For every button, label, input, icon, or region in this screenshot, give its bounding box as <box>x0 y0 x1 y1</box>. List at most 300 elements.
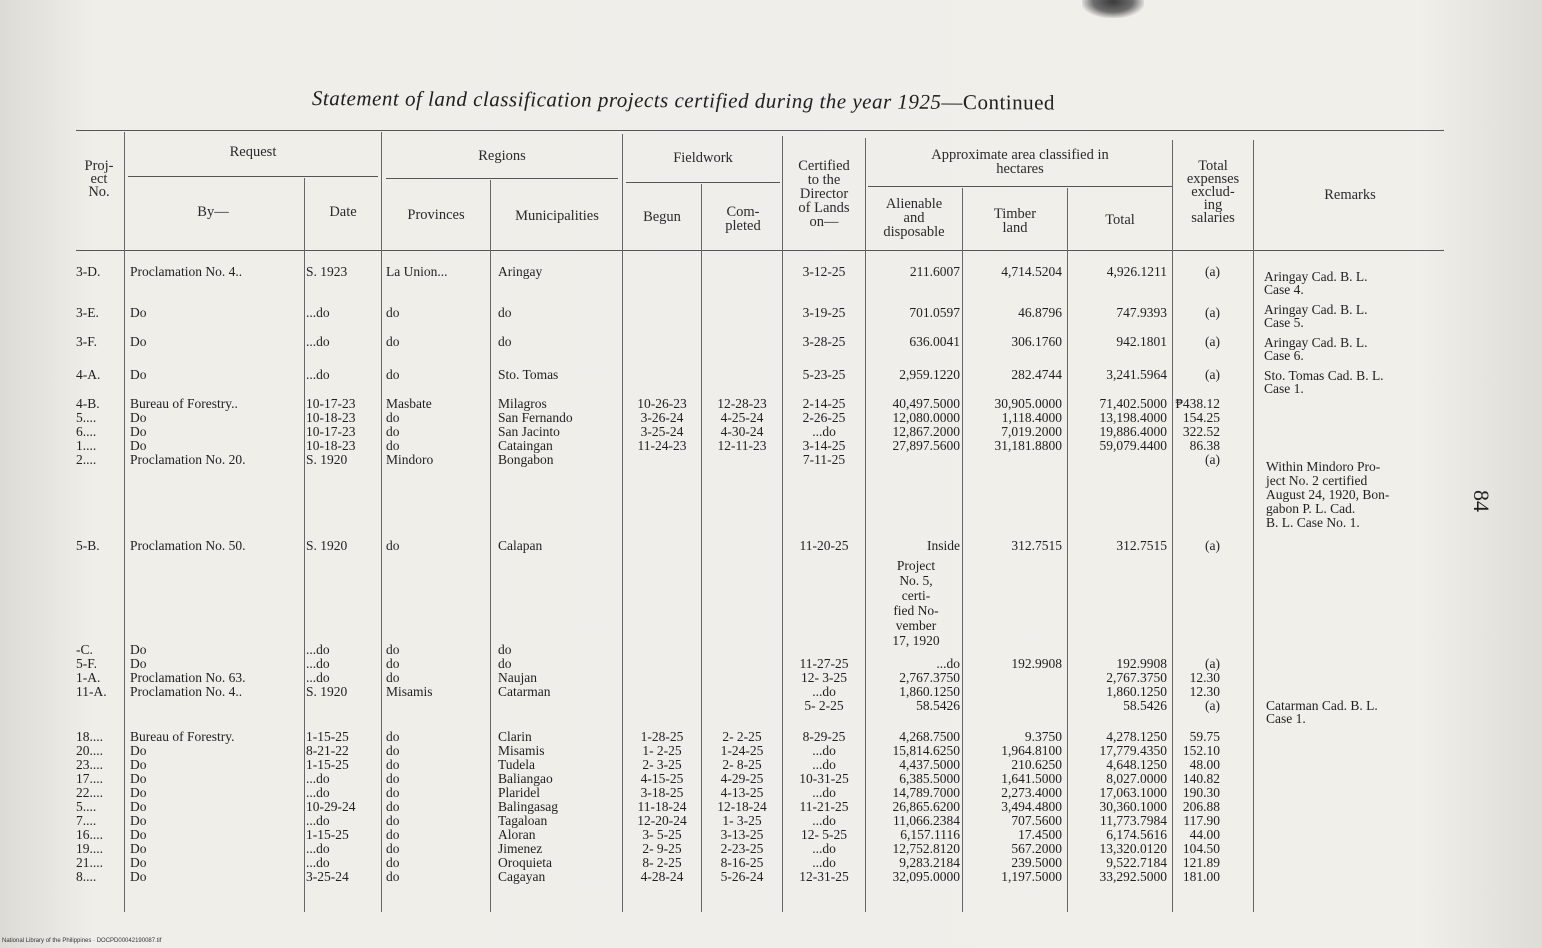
cell-by: Do <box>130 771 147 786</box>
col-divider <box>490 180 491 912</box>
cell-cert: ...do <box>812 855 836 870</box>
remark-3e: Aringay Cad. B. L. Case 5. <box>1264 302 1368 330</box>
cell-no: 1-A. <box>76 670 101 685</box>
cell-date: S. 1920 <box>306 452 348 467</box>
col-divider <box>962 188 963 912</box>
cell-exp: (a) <box>1205 264 1220 279</box>
cell-by: Do <box>130 757 147 772</box>
cell-alien: 27,897.5600 <box>892 438 960 453</box>
cell-exp: (a) <box>1205 698 1220 713</box>
cell-cert: 8-29-25 <box>802 729 846 744</box>
cell-alien: 211.6007 <box>909 264 960 279</box>
cell-total: 19,886.4000 <box>1099 424 1167 439</box>
cell-prov: do <box>386 424 400 439</box>
cell-date: ...do <box>306 813 330 828</box>
cell-cert: 3-19-25 <box>802 305 846 320</box>
cell-cert: 2-14-25 <box>802 396 846 411</box>
cell-begun: 11-24-23 <box>637 438 687 453</box>
col-divider <box>1253 140 1254 912</box>
remark-catarman: Catarman Cad. B. L. Case 1. <box>1266 698 1378 726</box>
fieldwork-subrule <box>626 182 780 183</box>
cell-by: Bureau of Forestry.. <box>130 396 238 411</box>
cell-timber: 9.3750 <box>1024 729 1062 744</box>
cell-by: Do <box>130 642 147 657</box>
header-remarks: Remarks <box>1324 187 1376 203</box>
ink-smudge <box>1082 0 1144 18</box>
header-municipalities: Municipalities <box>515 208 599 224</box>
cell-by: Do <box>130 827 147 842</box>
cell-mun: Cataingan <box>498 438 553 453</box>
cell-total: 13,320.0120 <box>1099 841 1167 856</box>
cell-by: Do <box>130 799 147 814</box>
cell-mun: Balingasag <box>498 799 558 814</box>
cell-completed: 2- 8-25 <box>722 757 762 772</box>
cell-completed: 4-30-24 <box>720 424 764 439</box>
header-timber: Timber land <box>993 206 1037 236</box>
cell-by: Proclamation No. 4.. <box>130 684 243 699</box>
cell-no: 7.... <box>76 813 97 828</box>
cell-mun: Jimenez <box>498 841 543 856</box>
remark-bongabon: Within Mindoro Pro- ject No. 2 certified August 24, 1920, Bon- gabon P. L. Cad. B. L. Case No. 1. <box>1266 459 1390 530</box>
cell-exp: 48.00 <box>1189 757 1220 772</box>
cell-prov: do <box>386 538 400 553</box>
cell-begun: 1-28-25 <box>640 729 684 744</box>
cell-date: S. 1920 <box>306 684 348 699</box>
cell-date: 1-15-25 <box>306 827 349 842</box>
cell-cert: 3-14-25 <box>802 438 846 453</box>
cell-by: Proclamation No. 63. <box>130 670 246 685</box>
cell-prov: do <box>386 670 400 685</box>
cell-exp: 206.88 <box>1182 799 1220 814</box>
cell-exp: 154.25 <box>1182 410 1220 425</box>
cell-date: ...do <box>306 771 330 786</box>
cell-mun: Cagayan <box>498 869 546 884</box>
cell-date: S. 1923 <box>306 264 348 279</box>
cell-completed: 12-11-23 <box>717 438 767 453</box>
cell-cert: 11-27-25 <box>799 656 849 671</box>
cell-exp: 181.00 <box>1182 869 1220 884</box>
cell-date: S. 1920 <box>306 538 348 553</box>
cell-by: Do <box>130 841 147 856</box>
cell-cert: 3-28-25 <box>802 334 846 349</box>
cell-mun: San Fernando <box>498 410 573 425</box>
cell-date: 10-18-23 <box>306 438 356 453</box>
cell-alien: 12,867.2000 <box>892 424 960 439</box>
remark-3d: Aringay Cad. B. L. Case 4. <box>1264 269 1368 297</box>
cell-mun: Tagaloan <box>498 813 548 828</box>
cell-no: 8.... <box>76 869 97 884</box>
col-divider <box>1172 140 1173 912</box>
cell-timber: 567.2000 <box>1011 841 1062 856</box>
header-total-expenses: Total expenses exclud- ing salaries <box>1186 158 1240 226</box>
cell-cert: ...do <box>812 841 836 856</box>
cell-prov: do <box>386 813 400 828</box>
cell-alien: 40,497.5000 <box>892 396 960 411</box>
cell-date: ...do <box>306 841 330 856</box>
header-certified: Certified to the Director of Lands on— <box>798 158 850 230</box>
cell-exp: 190.30 <box>1182 785 1220 800</box>
cell-begun: 8- 2-25 <box>642 855 682 870</box>
cell-date: ...do <box>306 334 330 349</box>
cell-mun: Oroquieta <box>498 855 552 870</box>
cell-no: 19.... <box>76 841 103 856</box>
cell-no: 5.... <box>76 799 97 814</box>
cell-cert: 12- 3-25 <box>800 670 848 685</box>
cell-by: Do <box>130 305 147 320</box>
cell-prov: do <box>386 841 400 856</box>
cell-alien: 58.5426 <box>916 698 960 713</box>
cell-mun: Catarman <box>498 684 551 699</box>
cell-timber: 2,273.4000 <box>1001 785 1062 800</box>
cell-total: 2,767.3750 <box>1106 670 1167 685</box>
cell-begun: 3- 5-25 <box>642 827 682 842</box>
cell-begun: 2- 3-25 <box>642 757 682 772</box>
cell-no: 5-B. <box>76 538 100 553</box>
cell-mun: Aloran <box>498 827 536 842</box>
cell-mun: do <box>498 656 512 671</box>
cell-alien: 11,066.2384 <box>893 813 960 828</box>
cell-no: 5-F. <box>76 656 98 671</box>
cell-no: 23.... <box>76 757 103 772</box>
cell-cert: 5-23-25 <box>802 367 846 382</box>
cell-exp: 12.30 <box>1189 670 1220 685</box>
cell-cert: 2-26-25 <box>802 410 846 425</box>
cell-prov: do <box>386 642 400 657</box>
title-text: Statement of land classification projects certified during the year 1925 <box>311 86 942 114</box>
cell-begun: 11-18-24 <box>637 799 687 814</box>
cell-no: 16.... <box>76 827 103 842</box>
cell-date: 1-15-25 <box>306 757 349 772</box>
header-date: Date <box>329 204 357 220</box>
cell-by: Do <box>130 785 147 800</box>
cell-prov: do <box>386 743 400 758</box>
cell-date: 8-21-22 <box>306 743 349 758</box>
area-subrule <box>868 186 1172 187</box>
cell-date: ...do <box>306 656 330 671</box>
cell-begun: 4-15-25 <box>640 771 684 786</box>
cell-by: Do <box>130 855 147 870</box>
cell-cert: ...do <box>812 757 836 772</box>
cell-completed: 2-23-25 <box>720 841 764 856</box>
cell-completed: 8-16-25 <box>720 855 764 870</box>
cell-timber: 1,641.5000 <box>1001 771 1062 786</box>
cell-prov: do <box>386 729 400 744</box>
cell-alien: 4,268.7500 <box>899 729 960 744</box>
cell-exp: 12.30 <box>1189 684 1220 699</box>
cell-prov: Misamis <box>386 684 433 699</box>
cell-timber: 210.6250 <box>1011 757 1062 772</box>
cell-by: Bureau of Forestry. <box>130 729 235 744</box>
cell-mun: do <box>498 642 512 657</box>
cell-date: ...do <box>306 642 330 657</box>
cell-prov: do <box>386 855 400 870</box>
cell-exp: ₱438.12 <box>1175 396 1220 411</box>
cell-no: 11-A. <box>76 684 107 699</box>
cell-timber: 312.7515 <box>1011 538 1062 553</box>
cell-timber: 46.8796 <box>1018 305 1062 320</box>
cell-begun: 3-18-25 <box>640 785 684 800</box>
cell-total: 6,174.5616 <box>1106 827 1167 842</box>
cell-no: 3-F. <box>76 334 98 349</box>
cell-completed: 3-13-25 <box>720 827 764 842</box>
cell-alien: 1,860.1250 <box>899 684 960 699</box>
cell-alien: 26,865.6200 <box>892 799 960 814</box>
cell-prov: do <box>386 410 400 425</box>
cell-exp: 121.89 <box>1182 855 1220 870</box>
cell-prov: La Union... <box>386 264 448 279</box>
title-continued: —Continued <box>941 89 1056 115</box>
cell-date: 1-15-25 <box>306 729 349 744</box>
table-top-rule <box>76 130 1444 131</box>
col-divider <box>782 136 783 912</box>
cell-no: 5.... <box>76 410 97 425</box>
cell-exp: 86.38 <box>1189 438 1220 453</box>
cell-prov: do <box>386 367 400 382</box>
cell-total: 30,360.1000 <box>1099 799 1167 814</box>
cell-alien: 15,814.6250 <box>892 743 960 758</box>
cell-total: 17,063.1000 <box>1099 785 1167 800</box>
cell-total: 71,402.5000 <box>1099 396 1167 411</box>
cell-date: ...do <box>306 785 330 800</box>
page-number: 84 <box>1469 490 1494 512</box>
cell-alien: 2,959.1220 <box>899 367 960 382</box>
cell-timber: 4,714.5204 <box>1001 264 1062 279</box>
col-divider <box>1067 188 1068 912</box>
col-divider <box>381 132 382 912</box>
cell-cert: 12-31-25 <box>799 869 849 884</box>
header-request: Request <box>229 144 277 160</box>
cell-total: 3,241.5964 <box>1106 367 1167 382</box>
cell-cert: ...do <box>812 743 836 758</box>
cell-prov: do <box>386 785 400 800</box>
cell-exp: (a) <box>1205 656 1220 671</box>
cell-cert: 10-31-25 <box>799 771 849 786</box>
cell-mun: Naujan <box>498 670 537 685</box>
request-subrule <box>128 176 378 177</box>
cell-mun: San Jacinto <box>498 424 560 439</box>
cell-prov: do <box>386 757 400 772</box>
cell-mun: Calapan <box>498 538 543 553</box>
cell-begun: 10-26-23 <box>637 396 687 411</box>
cell-total: 942.1801 <box>1116 334 1167 349</box>
cell-alien: Inside <box>927 538 960 553</box>
cell-timber: 1,964.8100 <box>1001 743 1062 758</box>
header-regions: Regions <box>478 148 526 164</box>
cell-completed: 4-29-25 <box>720 771 764 786</box>
cell-timber: 17.4500 <box>1018 827 1062 842</box>
cell-exp: 140.82 <box>1182 771 1220 786</box>
cell-prov: do <box>386 799 400 814</box>
cell-alien: 12,080.0000 <box>892 410 960 425</box>
cell-total: 1,860.1250 <box>1106 684 1167 699</box>
cell-prov: Masbate <box>386 396 432 411</box>
cell-alien: 12,752.8120 <box>892 841 960 856</box>
cell-date: 10-18-23 <box>306 410 356 425</box>
cell-prov: Mindoro <box>386 452 434 467</box>
cell-timber: 31,181.8800 <box>994 438 1062 453</box>
cell-total: 312.7515 <box>1116 538 1167 553</box>
cell-prov: do <box>386 438 400 453</box>
cell-by: Do <box>130 410 147 425</box>
col-divider <box>622 134 623 912</box>
cell-prov: do <box>386 305 400 320</box>
cell-total: 11,773.7984 <box>1100 813 1167 828</box>
cell-by: Do <box>130 656 147 671</box>
cell-completed: 12-28-23 <box>717 396 767 411</box>
cell-mun: Plaridel <box>498 785 540 800</box>
cell-no: 3-D. <box>76 264 101 279</box>
cell-completed: 5-26-24 <box>720 869 764 884</box>
cell-timber: 707.5600 <box>1011 813 1062 828</box>
cell-mun: Clarin <box>498 729 532 744</box>
cell-alien: 6,157.1116 <box>900 827 960 842</box>
cell-alien: 4,437.5000 <box>899 757 960 772</box>
cell-no: 2.... <box>76 452 97 467</box>
cell-cert: 5- 2-25 <box>804 698 844 713</box>
cell-total: 58.5426 <box>1123 698 1167 713</box>
cell-timber: 30,905.0000 <box>994 396 1062 411</box>
header-fieldwork: Fieldwork <box>673 150 733 166</box>
cell-by: Proclamation No. 50. <box>130 538 246 553</box>
cell-exp: 117.90 <box>1183 813 1220 828</box>
cell-begun: 2- 9-25 <box>642 841 682 856</box>
header-project-no: Proj- ect No. <box>84 158 114 200</box>
cell-timber: 7,019.2000 <box>1001 424 1062 439</box>
cell-mun: Tudela <box>498 757 536 772</box>
cell-no: 4-B. <box>76 396 100 411</box>
header-completed: Com- pleted <box>725 204 761 234</box>
cell-no: 22.... <box>76 785 103 800</box>
header-bottom-rule <box>76 250 1444 251</box>
cell-timber: 192.9908 <box>1011 656 1062 671</box>
cell-total: 4,648.1250 <box>1106 757 1167 772</box>
cell-exp: 152.10 <box>1182 743 1220 758</box>
cell-by: Proclamation No. 20. <box>130 452 246 467</box>
regions-subrule <box>386 178 618 179</box>
cell-mun: do <box>498 305 512 320</box>
cell-prov: do <box>386 334 400 349</box>
cell-exp: (a) <box>1205 452 1220 467</box>
cell-completed: 1- 3-25 <box>722 813 762 828</box>
cell-total: 33,292.5000 <box>1099 869 1167 884</box>
cell-by: Do <box>130 367 147 382</box>
cell-by: Do <box>130 813 147 828</box>
inside-project-note: Project No. 5, certi- fied No- vember 17, 1920 <box>892 558 940 648</box>
cell-cert: 3-12-25 <box>802 264 846 279</box>
cell-date: 3-25-24 <box>306 869 349 884</box>
cell-alien: 636.0041 <box>909 334 960 349</box>
cell-completed: 4-25-24 <box>720 410 764 425</box>
cell-exp: (a) <box>1205 538 1220 553</box>
cell-alien: 701.0597 <box>909 305 960 320</box>
remark-3f: Aringay Cad. B. L. Case 6. <box>1264 335 1368 363</box>
cell-mun: Bongabon <box>498 452 554 467</box>
cell-date: ...do <box>306 855 330 870</box>
cell-mun: Misamis <box>498 743 545 758</box>
col-divider <box>304 178 305 912</box>
cell-total: 17,779.4350 <box>1099 743 1167 758</box>
cell-exp: (a) <box>1205 334 1220 349</box>
cell-no: 4-A. <box>76 367 101 382</box>
cell-begun: 3-26-24 <box>640 410 684 425</box>
cell-timber: 1,118.4000 <box>1001 410 1062 425</box>
cell-no: 21.... <box>76 855 103 870</box>
cell-cert: 11-21-25 <box>799 799 849 814</box>
cell-by: Do <box>130 334 147 349</box>
cell-prov: do <box>386 656 400 671</box>
cell-total: 9,522.7184 <box>1106 855 1167 870</box>
cell-cert: 11-20-25 <box>799 538 849 553</box>
cell-completed: 1-24-25 <box>720 743 764 758</box>
cell-no: 1.... <box>76 438 97 453</box>
header-provinces: Provinces <box>407 207 465 223</box>
cell-total: 747.9393 <box>1116 305 1167 320</box>
cell-by: Do <box>130 438 147 453</box>
cell-completed: 12-18-24 <box>717 799 767 814</box>
cell-alien: 2,767.3750 <box>899 670 960 685</box>
cell-begun: 1- 2-25 <box>642 743 682 758</box>
cell-no: 17.... <box>76 771 103 786</box>
cell-timber: 3,494.4800 <box>1001 799 1062 814</box>
cell-by: Proclamation No. 4.. <box>130 264 243 279</box>
cell-total: 4,278.1250 <box>1106 729 1167 744</box>
header-alienable: Alienable and disposable <box>883 196 945 240</box>
cell-mun: Baliangao <box>498 771 553 786</box>
cell-timber: 306.1760 <box>1011 334 1062 349</box>
header-by: By— <box>197 204 229 220</box>
header-begun: Begun <box>643 209 681 225</box>
cell-exp: (a) <box>1205 305 1220 320</box>
cell-total: 59,079.4400 <box>1099 438 1167 453</box>
header-total: Total <box>1105 212 1135 228</box>
cell-total: 192.9908 <box>1116 656 1167 671</box>
cell-no: -C. <box>76 642 93 657</box>
cell-begun: 3-25-24 <box>640 424 684 439</box>
cell-cert: ...do <box>812 785 836 800</box>
col-divider <box>124 132 125 912</box>
cell-alien: 14,789.7000 <box>892 785 960 800</box>
cell-date: 10-29-24 <box>306 799 356 814</box>
cell-exp: 104.50 <box>1182 841 1220 856</box>
cell-date: 10-17-23 <box>306 424 356 439</box>
cell-cert: 7-11-25 <box>802 452 846 467</box>
cell-no: 3-E. <box>76 305 99 320</box>
cell-timber: 282.4744 <box>1011 367 1062 382</box>
cell-by: Do <box>130 869 147 884</box>
cell-by: Do <box>130 743 147 758</box>
cell-date: ...do <box>306 670 330 685</box>
cell-exp: 44.00 <box>1189 827 1220 842</box>
cell-exp: 59.75 <box>1189 729 1220 744</box>
cell-exp: (a) <box>1205 367 1220 382</box>
cell-prov: do <box>386 869 400 884</box>
cell-total: 4,926.1211 <box>1106 264 1167 279</box>
remark-4a: Sto. Tomas Cad. B. L. Case 1. <box>1264 368 1384 396</box>
cell-prov: do <box>386 771 400 786</box>
cell-no: 20.... <box>76 743 103 758</box>
col-divider <box>701 184 702 912</box>
cell-completed: 2- 2-25 <box>722 729 762 744</box>
cell-cert: 12- 5-25 <box>800 827 848 842</box>
cell-begun: 12-20-24 <box>637 813 687 828</box>
cell-no: 18.... <box>76 729 103 744</box>
cell-mun: Aringay <box>498 264 543 279</box>
cell-prov: do <box>386 827 400 842</box>
cell-cert: ...do <box>812 424 836 439</box>
cell-alien: 9,283.2184 <box>899 855 960 870</box>
cell-mun: do <box>498 334 512 349</box>
cell-total: 13,198.4000 <box>1099 410 1167 425</box>
